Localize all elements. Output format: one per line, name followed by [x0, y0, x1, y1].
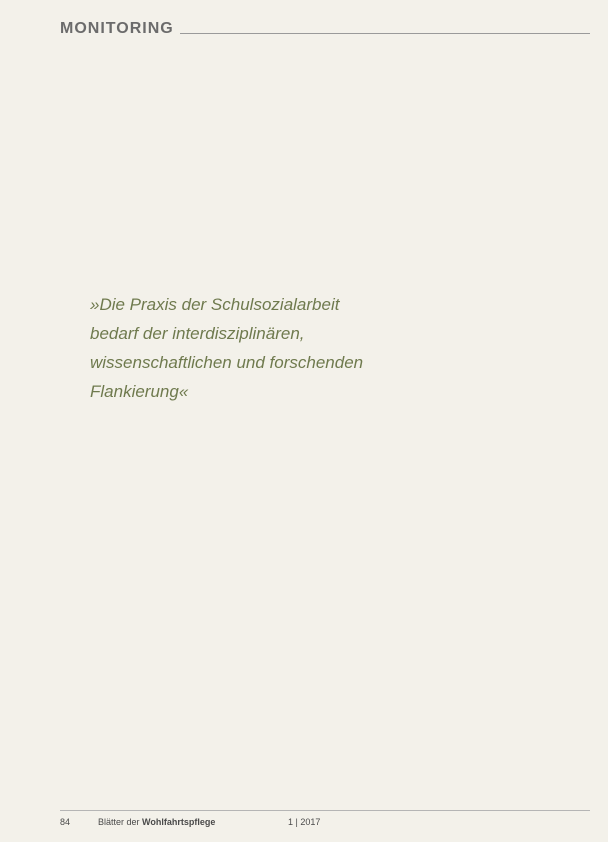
page-header [60, 14, 590, 38]
header-rule [180, 33, 590, 34]
column-2-top [243, 68, 397, 278]
publication-title: Wohlfahrtspflege [142, 817, 216, 827]
section-title: MONITORING [60, 20, 174, 37]
column-2-bottom [243, 462, 397, 776]
page-number: 84 [60, 817, 71, 827]
column-1-top [78, 68, 232, 278]
pull-quote: »Die Praxis der Schulsozialarbeit bedarf der interdisziplinären, wissenschaftlichen und forschenden Flankierung« [90, 295, 364, 401]
column-1-bottom [78, 462, 232, 776]
page-footer [60, 810, 590, 829]
issue-number: 1 | 2017 [288, 817, 321, 827]
column-3 [410, 68, 578, 776]
publication-name [98, 817, 215, 827]
publication-prefix: Blätter der [98, 817, 140, 827]
